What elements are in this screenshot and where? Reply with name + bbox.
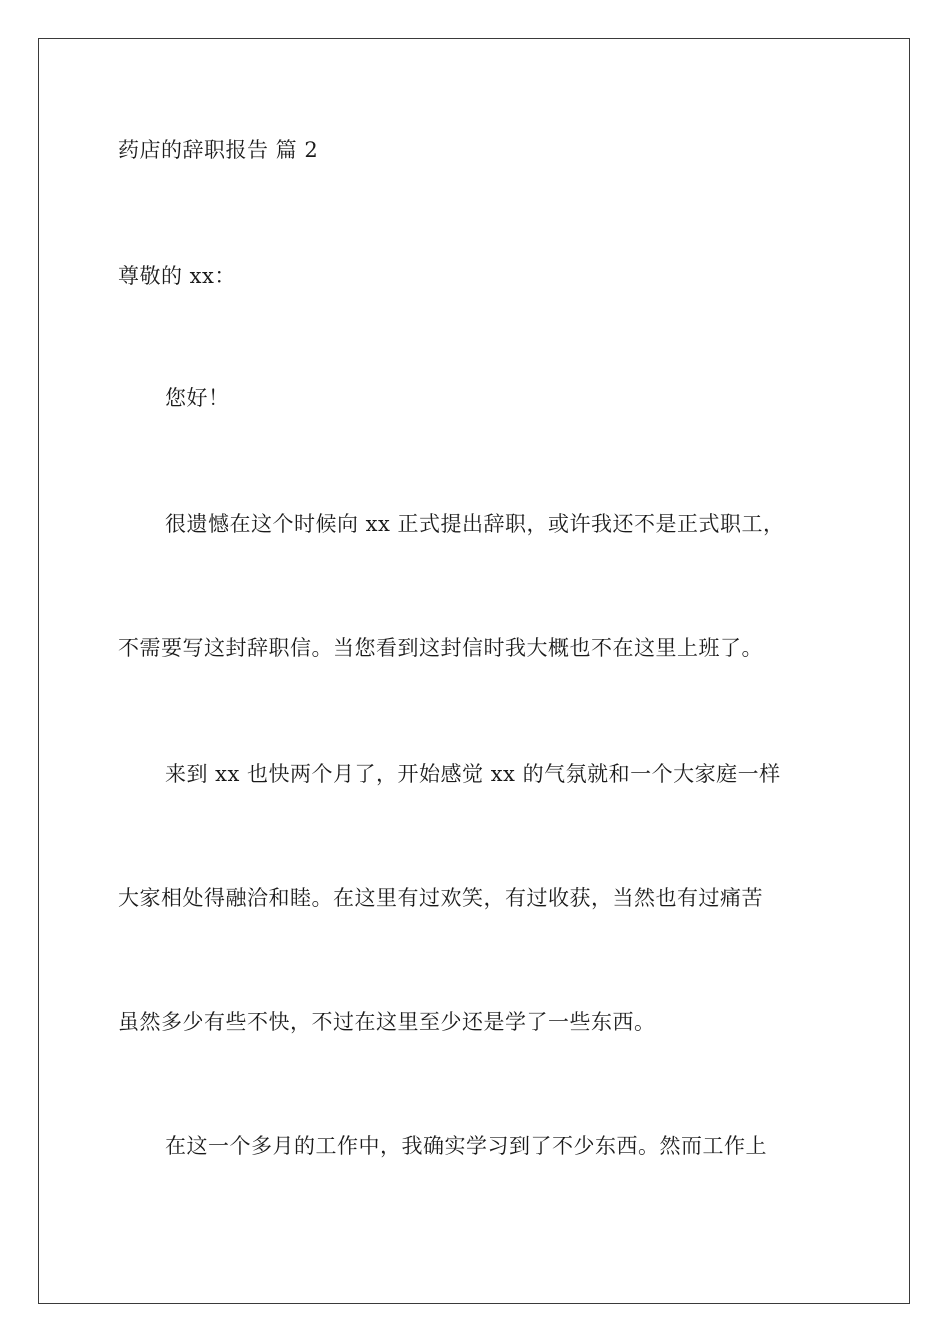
body-line: 来到 xx 也快两个月了，开始感觉 xx 的气氛就和一个大家庭一样 (165, 762, 781, 786)
body-line: 很遗憾在这个时候向 xx 正式提出辞职，或许我还不是正式职工， (165, 512, 785, 536)
body-line: 不需要写这封辞职信。当您看到这封信时我大概也不在这里上班了。 (118, 636, 763, 660)
body-line: 大家相处得融洽和睦。在这里有过欢笑，有过收获，当然也有过痛苦 (118, 886, 763, 910)
body-line: 虽然多少有些不快，不过在这里至少还是学了一些东西。 (118, 1010, 656, 1034)
salutation: 尊敬的 xx： (118, 264, 236, 288)
greeting: 您好！ (165, 386, 230, 410)
page-border (38, 38, 910, 1304)
body-line: 在这一个多月的工作中，我确实学习到了不少东西。然而工作上 (165, 1134, 767, 1158)
document-title: 药店的辞职报告 篇 2 (118, 138, 319, 162)
